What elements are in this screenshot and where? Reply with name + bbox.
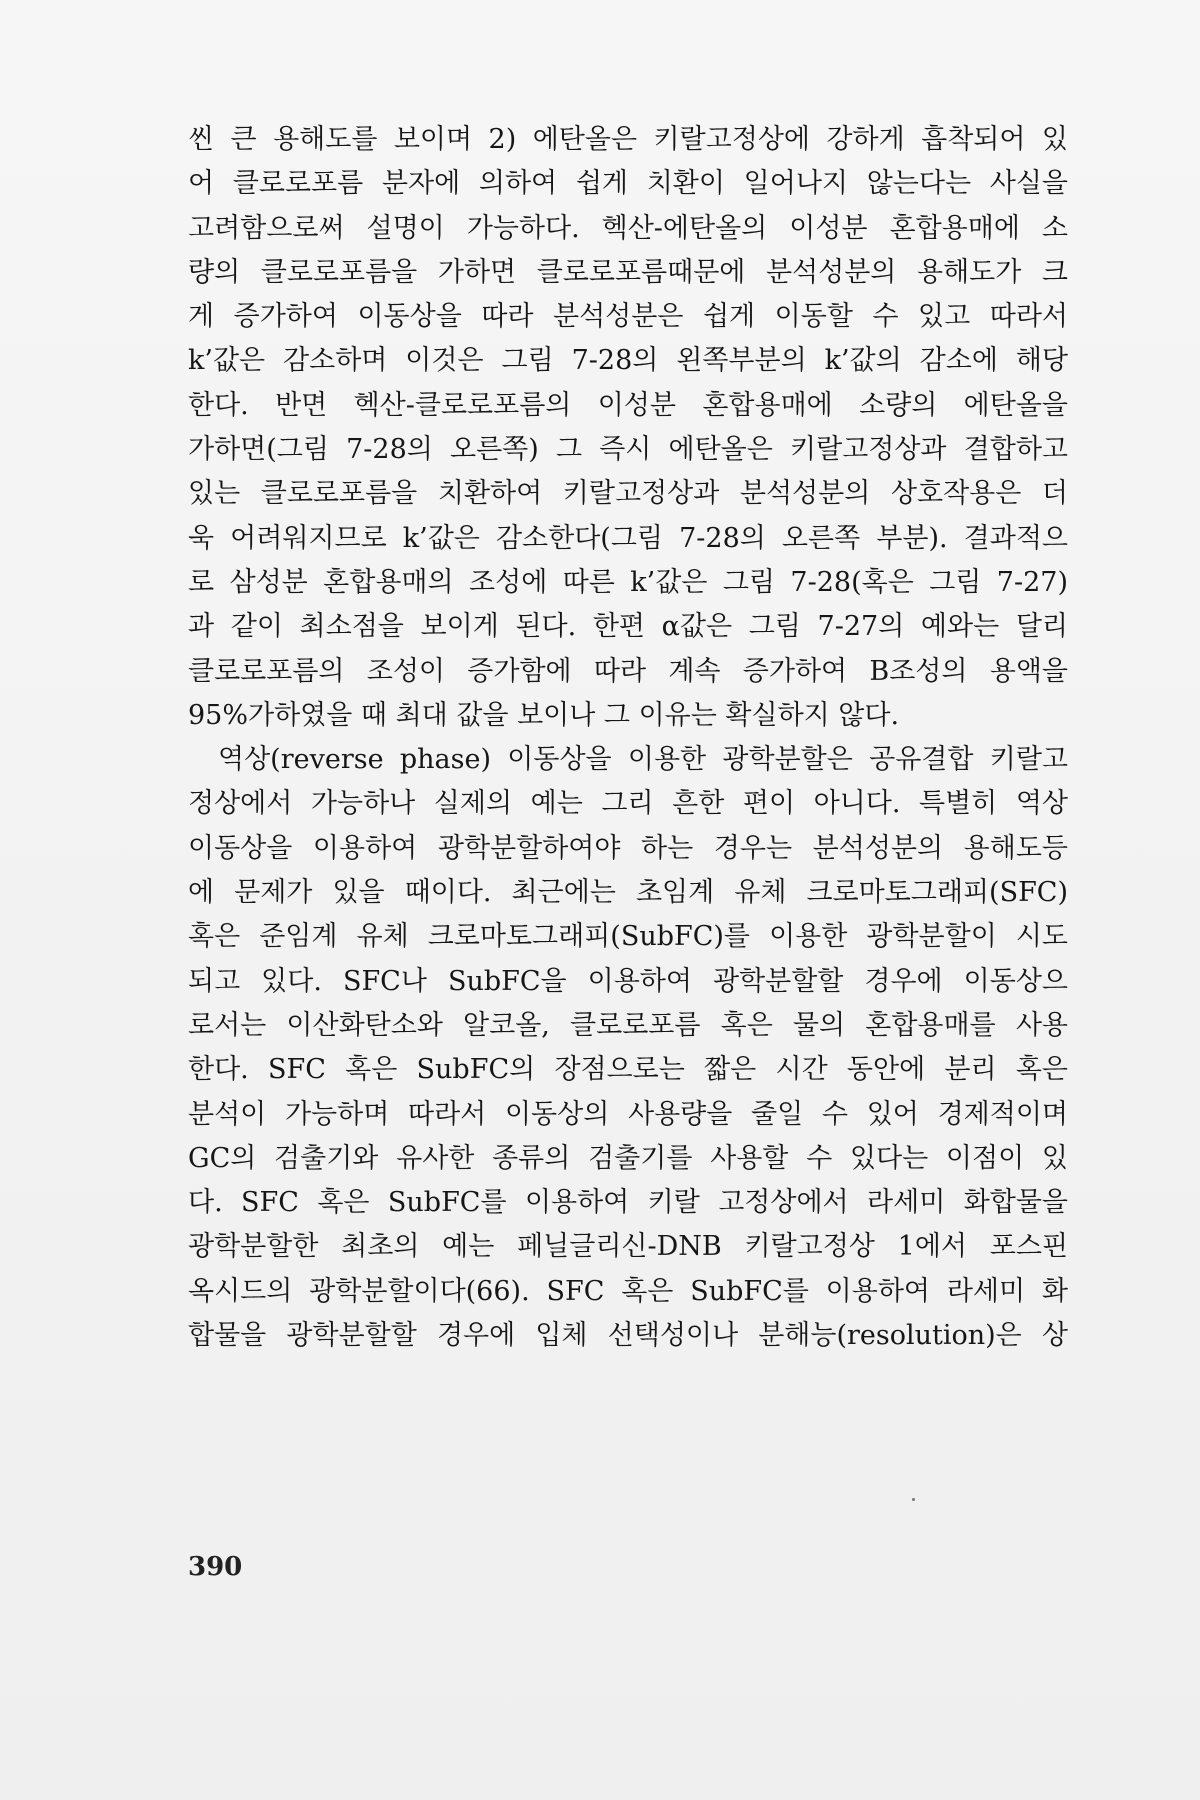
text-line: 옥시드의 광학분할이다(66). SFC 혹은 SubFC를 이용하여 라세미 화 <box>188 1275 1068 1307</box>
scan-speck <box>912 1498 915 1501</box>
text-line: 고려함으로써 설명이 가능하다. 헥산-에탄올의 이성분 혼합용매에 소 <box>188 212 1068 244</box>
text-line: 분석이 가능하며 따라서 이동상의 사용량을 줄일 수 있어 경제적이며 <box>188 1098 1068 1130</box>
text-line: 되고 있다. SFC나 SubFC을 이용하여 광학분할할 경우에 이동상으 <box>188 965 1068 997</box>
text-line: 량의 클로로포름을 가하면 클로로포름때문에 분석성분의 용해도가 크 <box>188 256 1068 288</box>
text-line: 과 같이 최소점을 보이게 된다. 한편 α값은 그림 7-27의 예와는 달리 <box>188 611 1068 643</box>
text-line: k’값은 감소하며 이것은 그림 7-28의 왼쪽부분의 k’값의 감소에 해당 <box>188 345 1068 377</box>
text-line: 어 클로로포름 분자에 의하여 쉽게 치환이 일어나지 않는다는 사실을 <box>188 168 1068 200</box>
text-line: 95%가하였을 때 최대 값을 보이나 그 이유는 확실하지 않다. <box>188 699 900 731</box>
text-line: 클로로포름의 조성이 증가함에 따라 계속 증가하여 B조성의 용액을 <box>188 655 1068 687</box>
text-line: 혹은 준임계 유체 크로마토그래피(SubFC)를 이용한 광학분할이 시도 <box>188 921 1068 953</box>
text-line: GC의 검출기와 유사한 종류의 검출기를 사용할 수 있다는 이점이 있 <box>188 1142 1068 1174</box>
text-line: 게 증가하여 이동상을 따라 분석성분은 쉽게 이동할 수 있고 따라서 <box>188 301 1068 333</box>
text-line: 로 삼성분 혼합용매의 조성에 따른 k’값은 그림 7-28(혹은 그림 7-27) <box>188 566 1068 598</box>
text-line: 한다. 반면 헥산-클로로포름의 이성분 혼합용매에 소량의 에탄올을 <box>188 389 1068 421</box>
text-line: 가하면(그림 7-28의 오른쪽) 그 즉시 에탄올은 키랄고정상과 결합하고 <box>188 434 1068 466</box>
page-number: 390 <box>188 1552 243 1582</box>
text-line: 이동상을 이용하여 광학분할하여야 하는 경우는 분석성분의 용해도등 <box>188 832 1068 864</box>
text-line: 욱 어려워지므로 k’값은 감소한다(그림 7-28의 오른쪽 부분). 결과적으 <box>188 522 1068 554</box>
text-line: 로서는 이산화탄소와 알코올, 클로로포름 혹은 물의 혼합용매를 사용 <box>188 1009 1068 1041</box>
body-text <box>188 118 1068 1358</box>
text-line: 광학분할한 최초의 예는 페닐글리신-DNB 키랄고정상 1에서 포스핀 <box>188 1231 1068 1263</box>
text-line: 역상(reverse phase) 이동상을 이용한 광학분할은 공유결합 키랄고 <box>218 744 1068 776</box>
text-line: 정상에서 가능하나 실제의 예는 그리 흔한 편이 아니다. 특별히 역상 <box>188 788 1068 820</box>
text-line: 에 문제가 있을 때이다. 최근에는 초임계 유체 크로마토그래피(SFC) <box>188 877 1068 909</box>
text-line: 씬 큰 용해도를 보이며 2) 에탄올은 키랄고정상에 강하게 흡착되어 있 <box>188 124 1068 155</box>
text-line: 다. SFC 혹은 SubFC를 이용하여 키랄 고정상에서 라세미 화합물을 <box>188 1187 1068 1219</box>
text-line: 합물을 광학분할할 경우에 입체 선택성이나 분해능(resolution)은 상 <box>188 1320 1068 1352</box>
text-line: 있는 클로로포름을 치환하여 키랄고정상과 분석성분의 상호작용은 더 <box>188 478 1068 510</box>
text-line: 한다. SFC 혹은 SubFC의 장점으로는 짧은 시간 동안에 분리 혹은 <box>188 1054 1068 1086</box>
